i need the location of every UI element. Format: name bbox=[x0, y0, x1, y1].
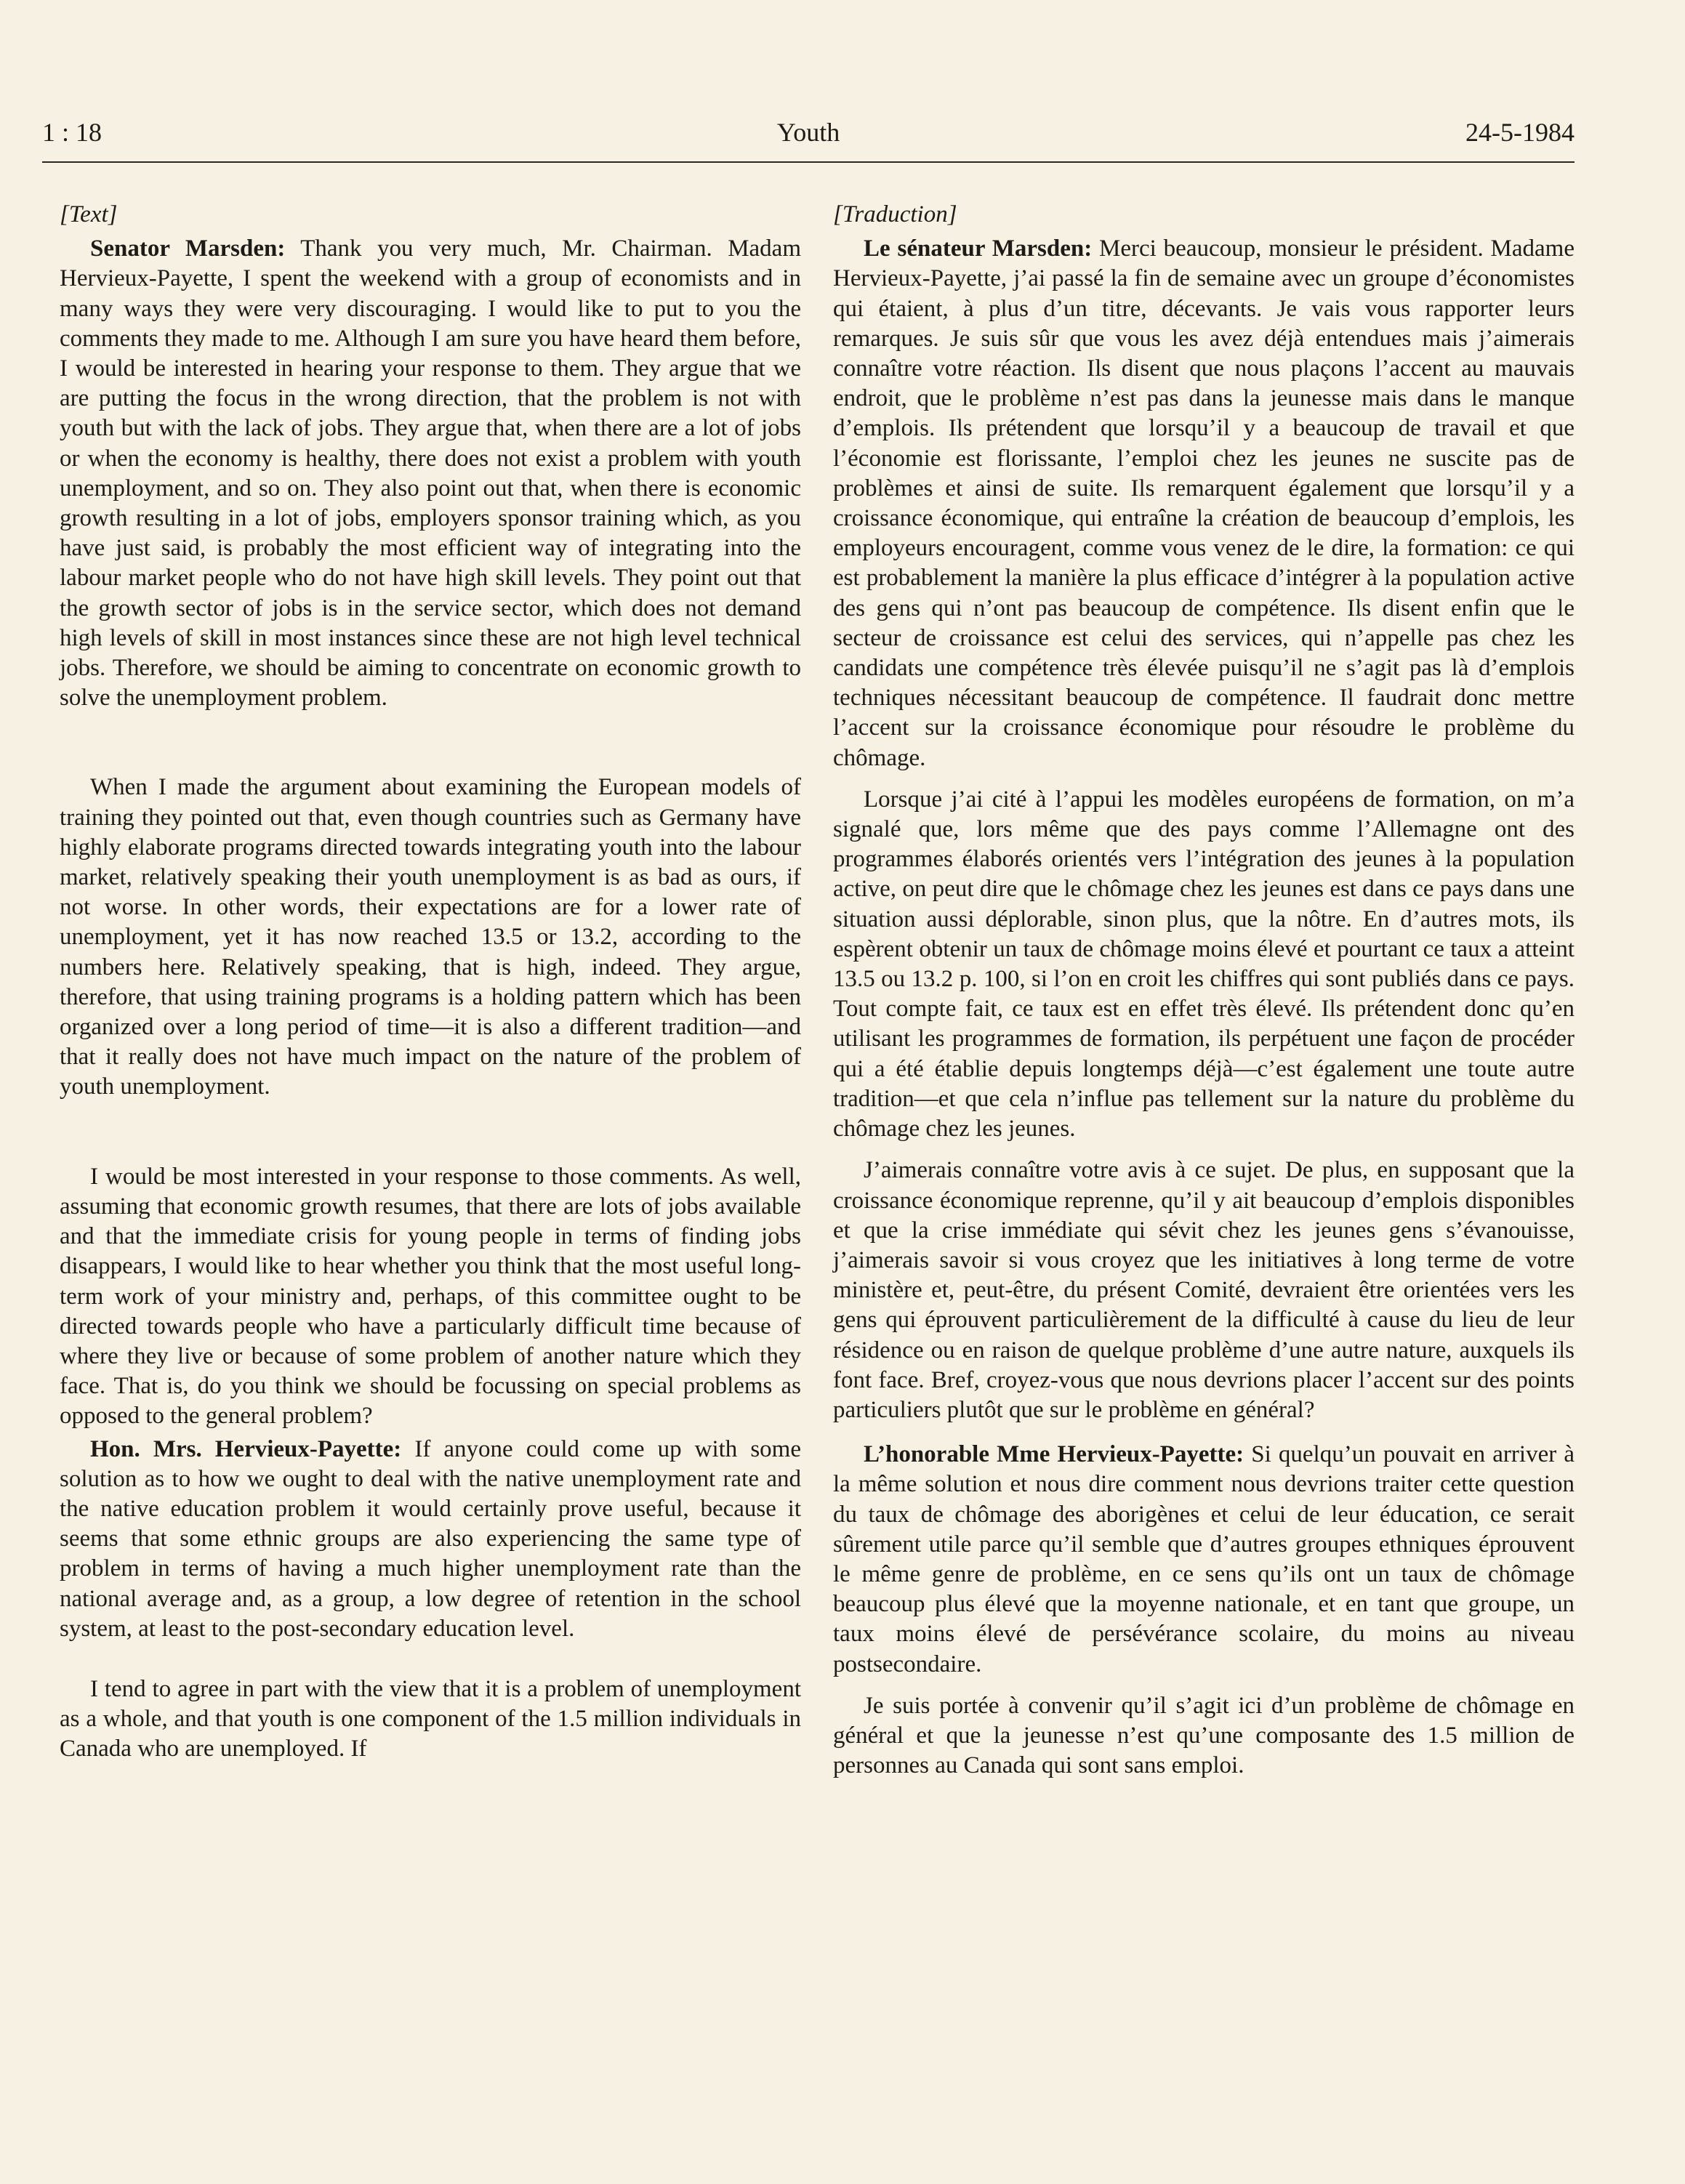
paragraph: Lorsque j’ai cité à l’appui les modèles européens de formation, on m’a signalé que, lors même que des pays comme l’Allemagne ont des programmes élaborés orientés vers l’intégration des jeunes à la population active, on peut dire que le chômage chez les jeunes est dans ce pays dans une situation aussi déplorable, sinon plus, que la nôtre. En d’autres mots, ils espèrent obtenir un taux de chômage moins élevé et pourtant ce taux a atteint 13.5 ou 13.2 p. 100, si l’on en croit les chiffres qui sont publiés dans ce pays. Tout compte fait, ce taux est en effet très élevé. Ils prétendent donc qu’en utilisant les programmes de formation, ils perpétuent une façon de procéder qui a été établie depuis longtemps déjà—c’est également une toute autre tradition—et que cela n’influe pas tellement sur la nature du problème du chômage chez les jeunes. bbox=[833, 786, 1575, 1143]
speaker-name: Le sénateur Marsden: bbox=[864, 235, 1093, 262]
paragraph: J’aimerais connaître votre avis à ce sujet. De plus, en supposant que la croissance économique reprenne, qu’il y ait beaucoup d’emplois disponibles et que la crise immédiate qui sévit chez les jeunes gens s’évanouisse, j’aimerais savoir si vous croyez que les initiatives à long terme de votre ministère et, peut-être, du présent Comité, devraient être orientées vers les gens qui éprouvent particulièrement de la difficulté à cause du lieu de leur résidence ou en raison de quelque problème d’une autre nature, auxquels ils font face. Bref, croyez-vous que nous devrions placer l’accent sur des points particuliers plutôt que sur le problème en général? bbox=[833, 1157, 1575, 1423]
speaker-name: L’honorable Mme Hervieux-Payette: bbox=[864, 1441, 1244, 1468]
paragraph-text: Merci beaucoup, monsieur le président. Madame Hervieux-Payette, j’ai passé la fin de semaine avec un groupe d’économistes qui étaient, à plus d’un titre, décevants. Je vais vous rapporter leurs remarques. Je suis sûr que vous les avez déjà entendues mais j’aimerais connaître votre réaction. Ils disent que nous plaçons l’accent au mauvais endroit, que le problème n’est pas dans la jeunesse mais dans le manque d’emplois. Ils prétendent que lorsqu’il y a beaucoup de travail et que l’économie est florissante, l’emploi chez les jeunes ne suscite pas de problèmes et ainsi de suite. Ils remarquent également que lorsqu’il y a croissance économique, qui entraîne la création de beaucoup d’emplois, les employeurs encouragent, comme vous venez de le dire, la formation: ce qui est probablement la manière la plus efficace d’intégrer à la population active des gens qui n’ont pas beaucoup de compétence. Ils disent enfin que le secteur de croissance est celui des services, qui n’appelle pas chez les candidats une compétence très élevée puisqu’il ne s’agit pas là d’emplois techniques nécessitant beaucoup de compétence. Il faudrait donc mettre l’accent sur la croissance économique pour résoudre le problème du chômage. bbox=[833, 235, 1575, 771]
paragraph-senateur-marsden bbox=[833, 234, 1575, 773]
paragraph-hervieux-payette bbox=[833, 1440, 1575, 1680]
paragraph-hervieux-payette bbox=[60, 1435, 801, 1644]
paragraph: I would be most interested in your response to those comments. As well, assuming that economic growth resumes, that there are lots of jobs available and that the immediate crisis for young people in terms of finding jobs disappears, I would like to hear whether you think that the most useful long-term work of your ministry and, perhaps, of this committee ought to be directed towards people who have a particularly difficult time because of where they live or because of some problem of another nature which they face. That is, do you think we should be focussing on special problems as opposed to the general problem? bbox=[60, 1163, 801, 1430]
paragraph-text: Thank you very much, Mr. Chairman. Madam Hervieux-Payette, I spent the weekend with a group of economists and in many ways they were very discouraging. I would like to put to you the comments they made to me. Although I am sure you have heard them before, I would be interested in hearing your response to them. They argue that we are putting the focus in the wrong direction, that the problem is not with youth but with the lack of jobs. They argue that, when there are a lot of jobs or when the economy is healthy, there does not exist a problem with youth unemployment, and so on. They also point out that, when there is economic growth resulting in a lot of jobs, employers sponsor training which, as you have just said, is probably the most efficient way of integrating into the labour market people who do not have high skill levels. They point out that the growth sector of jobs is in the service sector, which does not demand high levels of skill in most instances since these are not high level technical jobs. Therefore, we should be aiming to concentrate on economic growth to solve the unemployment problem. bbox=[60, 235, 801, 712]
column-label: [Text] bbox=[60, 201, 118, 227]
paragraph: Je suis portée à convenir qu’il s’agit ici d’un problème de chômage en général et que la jeunesse n’est qu’une composante des 1.5 million de personnes au Canada qui sont sans emploi. bbox=[833, 1692, 1575, 1779]
french-column bbox=[833, 200, 1575, 1781]
header-rule bbox=[42, 161, 1575, 163]
speaker-name: Hon. Mrs. Hervieux-Payette: bbox=[90, 1435, 402, 1462]
paragraph: When I made the argument about examining the European models of training they pointed out that, even though countries such as Germany have highly elaborate programs directed towards integrating youth into the labour market, relatively speaking their youth unemployment is as bad as ours, if not worse. In other words, their expectations are for a lower rate of unemployment, yet it has now reached 13.5 or 13.2, according to the numbers here. Relatively speaking, that is high, indeed. They argue, therefore, that using training programs is a holding pattern which has been organized over a long period of time—it is also a different tradition—and that it really does not have much impact on the nature of the problem of youth unemployment. bbox=[60, 774, 801, 1100]
page-number: 1 : 18 bbox=[42, 118, 102, 147]
header-date: 24-5-1984 bbox=[1465, 118, 1575, 147]
running-title: Youth bbox=[776, 118, 840, 147]
speaker-name: Senator Marsden: bbox=[90, 235, 286, 262]
page-header bbox=[42, 116, 1575, 160]
paragraph-text: Si quelqu’un pouvait en arriver à la même solution et nous dire comment nous devrions traiter cette question du taux de chômage des aborigènes et celui de leur éducation, ce serait sûrement utile parce qu’il semble que d’autres groupes ethniques éprouvent le même genre de problème, en ce sens qu’ils ont un taux de chômage beaucoup plus élevé que la moyenne nationale, et en tant que groupe, un taux moins élevé de persévérance scolaire, du moins au niveau postsecondaire. bbox=[833, 1441, 1575, 1677]
column-label: [Traduction] bbox=[833, 201, 957, 227]
paragraph-senator-marsden bbox=[60, 234, 801, 713]
english-column bbox=[60, 200, 801, 1765]
paragraph-text: If anyone could come up with some solution as to how we ought to deal with the native unemployment rate and the native education problem it would certainly prove useful, because it seems that some ethnic groups are also experiencing the same type of problem in terms of having a much higher unemployment rate than the national average and, as a group, a low degree of retention in the school system, at least to the post-secondary education level. bbox=[60, 1435, 801, 1642]
paragraph: I tend to agree in part with the view that it is a problem of unemployment as a whole, and that youth is one component of the 1.5 million individuals in Canada who are unemployed. If bbox=[60, 1675, 801, 1762]
